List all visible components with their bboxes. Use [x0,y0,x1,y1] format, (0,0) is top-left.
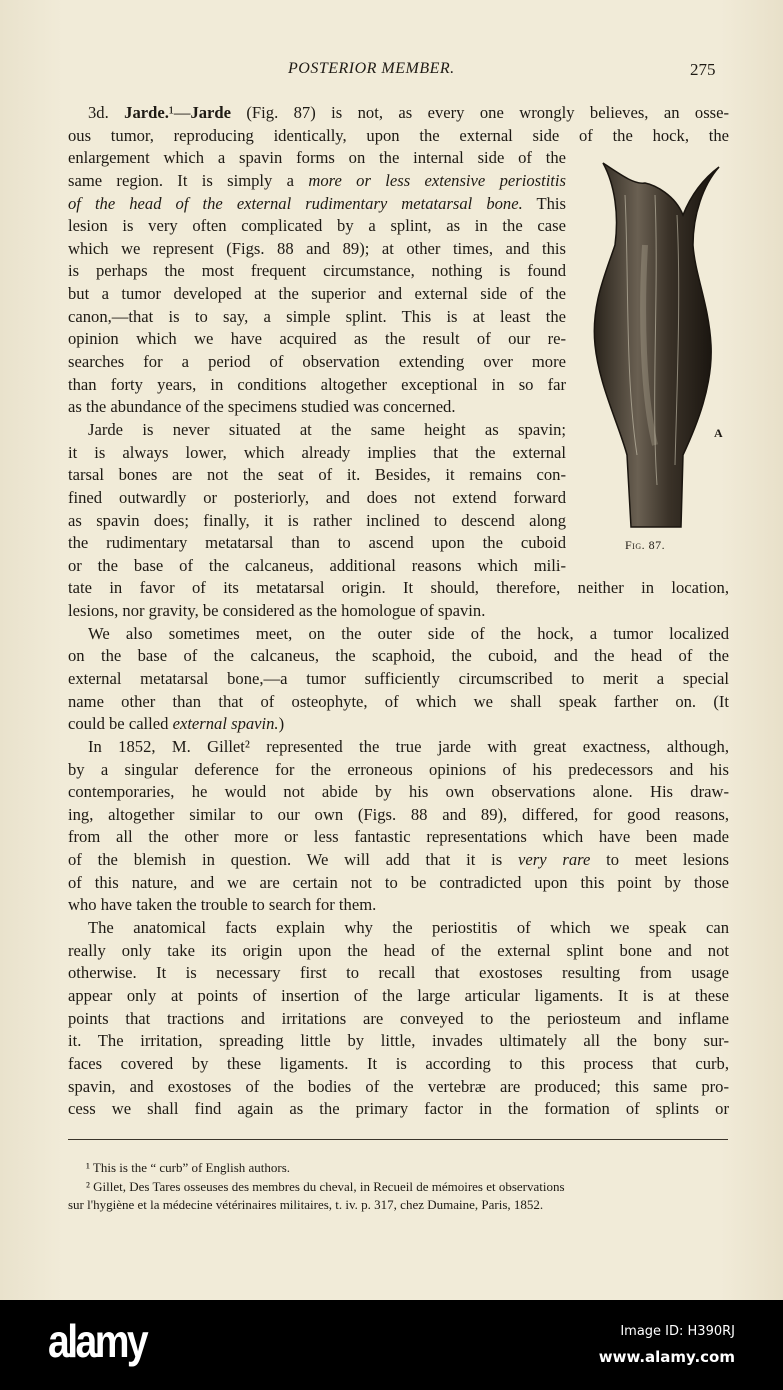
text-line [68,443,566,463]
text-line [68,261,566,281]
text-run: lesion is very often complicated by a splint, as in the case [68,216,566,236]
text-line [68,850,729,870]
text-run: The anatomical facts explain why the periostitis of which we speak can [88,918,729,938]
bold-text: Jarde [190,103,231,122]
text-run: as the abundance of the specimens studied was concerned. [68,397,456,417]
text-run: of this nature, and we are certain not to be contradicted upon this point by those [68,872,729,892]
text-run: who have taken the trouble to search for them. [68,895,377,915]
text-line [68,782,729,802]
footnote-1: ¹ This is the “ curb” of English authors. [86,1160,291,1175]
text-run: than forty years, in conditions altogether exceptional in so far [68,374,566,394]
hock-illustration [585,155,725,535]
text-run: canon,—that is to say, a simple splint. This is at least the [68,306,566,326]
text-run: but a tumor developed at the superior and external side of the [68,284,566,304]
text-run: searches for a period of observation extending over more [68,352,566,372]
text-run: really only take its origin upon the head of the external splint bone and not [68,940,729,960]
text-line [68,714,729,734]
text-line [68,646,729,666]
text-line [68,963,729,983]
text-line [88,918,729,938]
text-line [68,488,566,508]
site-url: www.alamy.com [598,1348,735,1366]
text-line [68,827,729,847]
text-line [68,465,566,485]
text-line [68,578,729,598]
text-run: on the base of the calcaneus, the scaphoid, the cuboid, and the head of the [68,646,729,666]
footnote-2-continued: sur l'hygiène et la médecine vétérinaires militaires, t. iv. p. 317, chez Dumaine, Paris, 1852. [68,1197,544,1212]
text-run: as spavin does; finally, it is rather inclined to descend along [68,510,566,530]
text-run: faces covered by these ligaments. It is according to this process that curb, [68,1053,729,1073]
text-line [68,986,729,1006]
text-line [68,148,566,168]
text-line [88,420,566,440]
italic-text: very rare [518,850,591,870]
text-run: contemporaries, he would not abide by his own observations alone. His draw- [68,782,729,802]
text-line [68,1099,729,1119]
text-line [68,397,566,417]
alamy-logo: alamy [48,1315,147,1367]
italic-text: of the head of the external rudimentary metatarsal bone. [68,193,523,213]
text-line [68,692,729,712]
figure-caption: Fig. 87. [625,538,666,552]
text-line [68,511,566,531]
text-line [68,352,566,372]
text-line [68,1031,729,1051]
figure-label-a: A [714,426,723,440]
text-line [68,805,729,825]
text-run: tarsal bones are not the seat of it. Besides, it remains con- [68,465,566,485]
text-run: cess we shall find again as the primary factor in the formation of splints or [68,1099,729,1119]
running-head: POSTERIOR MEMBER. [288,60,455,77]
text-line [68,556,566,576]
text-line [68,669,729,689]
text-line [68,1054,729,1074]
image-id: Image ID: H390RJ [620,1324,735,1339]
text-run: (Fig. 87) is not, as every one wrongly believes, an osse- [231,103,730,122]
text-line [68,194,566,214]
text-run: appear only at points of insertion of the large articular ligaments. It is at these [68,985,729,1005]
footnote-divider [68,1139,728,1140]
text-run: ing, altogether similar to our own (Figs. 88 and 89), differed, for good reasons, [68,804,729,824]
text-run: We also sometimes meet, on the outer side of the hock, a tumor localized [88,623,729,643]
text-line [68,307,566,327]
text-line [88,624,729,644]
italic-text: external spavin. [172,714,279,734]
text-line [68,171,566,191]
text-run: Jarde is never situated at the same height as spavin; [88,419,566,439]
text-run: is perhaps the most frequent circumstance, nothing is found [68,261,566,281]
text-run: enlargement which a spavin forms on the internal side of the [68,148,566,168]
text-line [68,533,566,553]
text-line [68,1077,729,1097]
text-run: from all the other more or less fantastic representations which have been made [68,827,729,847]
text-run: ous tumor, reproducing identically, upon the external side of the hock, the [68,125,729,145]
text-line [68,329,566,349]
text-run: 3d. [88,103,125,122]
text-run: by a singular deference for the erroneous opinions of his predecessors and his [68,759,729,779]
text-run: ¹— [168,103,191,122]
text-run: external metatarsal bone,—a tumor sufficiently circumscribed to merit a special [68,669,729,688]
text-run: spavin, and exostoses of the bodies of the vertebræ are produced; this same pro- [68,1076,729,1096]
text-line [88,737,729,757]
text-run: lesions, nor gravity, be considered as the homologue of spavin. [68,601,486,621]
watermark-bar [0,1300,783,1390]
text-line [68,601,729,621]
text-run: same region. It is simply a [68,170,309,190]
text-line [68,216,566,236]
text-run: otherwise. It is necessary first to recall that exostoses resulting from usage [68,963,729,983]
text-line [68,873,729,893]
text-line [68,239,566,259]
text-run: tate in favor of its metatarsal origin. It should, therefore, neither in location, [68,578,729,598]
text-run: This [522,193,566,213]
text-run: to meet lesions [590,850,729,870]
italic-text: more or less extensive periostitis [308,170,566,190]
text-run: In 1852, M. Gillet² represented the true jarde with great exactness, although, [88,736,729,756]
text-line [68,375,566,395]
page-number: 275 [690,60,716,79]
text-line [68,284,566,304]
text-line [68,760,729,780]
text-line [68,941,729,961]
text-run: it. The irritation, spreading little by little, invades ultimately all the bony sur- [68,1031,729,1051]
text-run: name other than that of osteophyte, of which we shall speak farther on. (It [68,691,729,711]
text-run: the rudimentary metatarsal than to ascend upon the cuboid [68,533,566,553]
text-run: opinion which we have acquired as the result of our re- [68,329,566,349]
text-run: ) [278,714,285,734]
text-run: fined outwardly or posteriorly, and does not extend forward [68,487,566,507]
text-line [68,895,729,915]
text-run: it is always lower, which already implies that the external [68,442,566,462]
text-run: could be called [68,714,173,734]
text-line [88,103,729,123]
text-run: points that tractions and irritations are conveyed to the periosteum and inflame [68,1008,729,1028]
text-run: or the base of the calcaneus, additional reasons which mili- [68,555,566,575]
text-line [68,1009,729,1029]
bold-text: Jarde. [124,103,169,122]
footnote-2: ² Gillet, Des Tares osseuses des membres du cheval, in Recueil de mémoires et observations [86,1179,565,1194]
text-line [68,126,729,146]
text-run: of the blemish in question. We will add that it is [68,850,519,870]
text-run: which we represent (Figs. 88 and 89); at other times, and this [68,238,566,258]
